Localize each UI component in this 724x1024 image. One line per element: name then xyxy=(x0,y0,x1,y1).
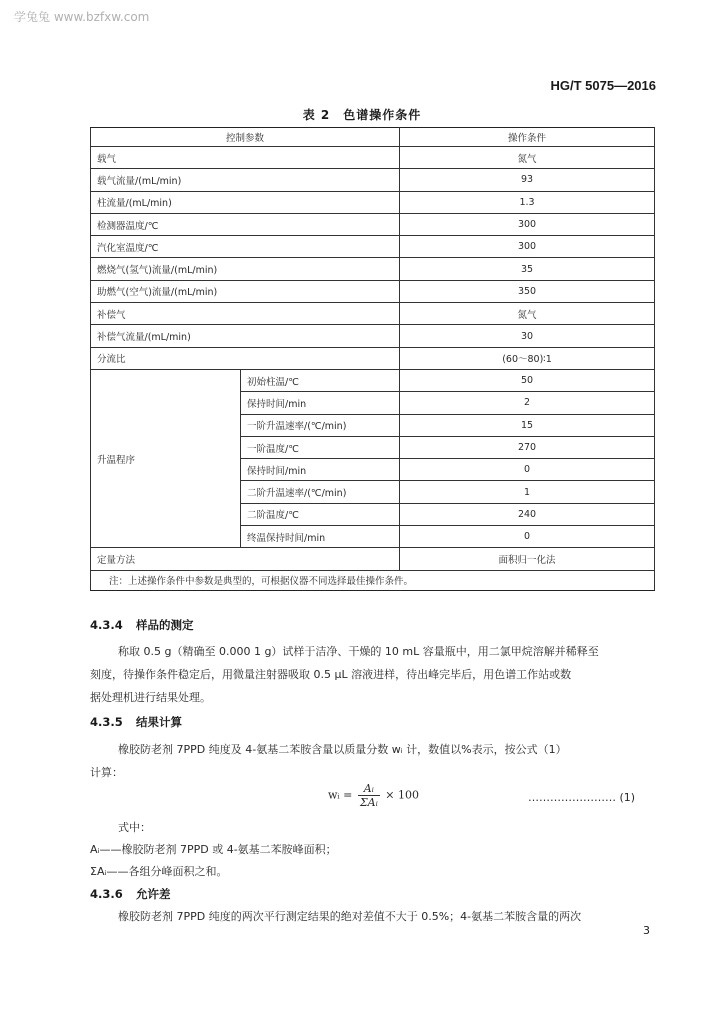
value-cell: 300 xyxy=(400,236,655,258)
formula-denominator: ΣAᵢ xyxy=(359,796,378,809)
table-note-row xyxy=(91,570,655,590)
value-cell: 氮气 xyxy=(400,303,655,325)
formula-lhs: wᵢ = xyxy=(328,788,353,802)
param-cell: 补偿气流量/(mL/min) xyxy=(91,325,400,347)
param-cell: 载气流量/(mL/min) xyxy=(91,169,400,191)
program-step-param: 保持时间/min xyxy=(241,459,400,481)
table-row xyxy=(91,169,655,191)
section-heading-4-3-6 xyxy=(90,886,171,902)
table-row xyxy=(91,191,655,213)
value-cell: 35 xyxy=(400,258,655,280)
definition-line: ΣAᵢ——各组分峰面积之和。 xyxy=(90,865,228,878)
param-cell: 柱流量/(mL/min) xyxy=(91,191,400,213)
table-note: 注：上述操作条件中参数是典型的，可根据仪器不同选择最佳操作条件。 xyxy=(91,570,655,590)
value-cell: (60～80)∶1 xyxy=(400,347,655,369)
program-step-param: 终温保持时间/min xyxy=(241,526,400,548)
param-cell: 载气 xyxy=(91,147,400,169)
program-step-value: 0 xyxy=(400,526,655,548)
formula-numerator: Aᵢ xyxy=(358,782,380,796)
table-row xyxy=(91,213,655,235)
program-step-param: 二阶升温速率/(℃/min) xyxy=(241,481,400,503)
param-cell: 检测器温度/℃ xyxy=(91,213,400,235)
equation-number: …………………… (1) xyxy=(528,791,636,804)
program-step-value: 15 xyxy=(400,414,655,436)
program-label-cell: 升温程序 xyxy=(91,369,241,547)
value-cell: 1.3 xyxy=(400,191,655,213)
param-cell: 助燃气(空气)流量/(mL/min) xyxy=(91,280,400,302)
section-number: 4.3.5 xyxy=(90,715,123,729)
program-step-value: 240 xyxy=(400,503,655,525)
table-row xyxy=(91,236,655,258)
value-cell: 氮气 xyxy=(400,147,655,169)
quant-method-value: 面积归一化法 xyxy=(400,548,655,570)
program-step-param: 一阶温度/℃ xyxy=(241,436,400,458)
table-row xyxy=(91,280,655,302)
program-step-param: 初始柱温/℃ xyxy=(241,369,400,391)
table-row xyxy=(91,369,655,391)
formula-rhs: × 100 xyxy=(385,788,419,802)
program-step-value: 270 xyxy=(400,436,655,458)
paragraph-line: 据处理机进行结果处理。 xyxy=(90,691,211,704)
section-title: 样品的测定 xyxy=(136,618,194,632)
section-heading-4-3-4 xyxy=(90,617,194,633)
program-step-param: 一阶升温速率/(℃/min) xyxy=(241,414,400,436)
standard-code: HG/T 5075—2016 xyxy=(550,78,656,93)
value-cell: 350 xyxy=(400,280,655,302)
value-cell: 300 xyxy=(400,213,655,235)
table-row xyxy=(91,258,655,280)
program-step-value: 0 xyxy=(400,459,655,481)
section-title: 结果计算 xyxy=(136,715,182,729)
formula-1 xyxy=(328,782,419,809)
watermark: 学兔兔 www.bzfxw.com xyxy=(14,10,150,24)
table-row xyxy=(91,325,655,347)
program-step-param: 保持时间/min xyxy=(241,392,400,414)
param-cell: 分流比 xyxy=(91,347,400,369)
value-cell: 30 xyxy=(400,325,655,347)
section-number: 4.3.6 xyxy=(90,887,123,901)
section-heading-4-3-5 xyxy=(90,714,182,730)
paragraph-line: 橡胶防老剂 7PPD 纯度的两次平行测定结果的绝对差值不大于 0.5%；4-氨基二苯胺含量的两次 xyxy=(118,910,582,923)
table-row xyxy=(91,548,655,570)
table-title: 表 2 色谱操作条件 xyxy=(302,108,422,122)
section-number: 4.3.4 xyxy=(90,618,123,632)
value-cell: 93 xyxy=(400,169,655,191)
column-header-value: 操作条件 xyxy=(400,128,655,147)
program-step-value: 50 xyxy=(400,369,655,391)
chromatography-conditions-table xyxy=(90,127,655,591)
paragraph-line: 刻度，待操作条件稳定后，用微量注射器吸取 0.5 μL 溶液进样，待出峰完毕后，用色谱工作站或数 xyxy=(90,668,572,681)
column-header-param: 控制参数 xyxy=(91,128,400,147)
paragraph-line: 计算： xyxy=(90,766,123,779)
param-cell: 补偿气 xyxy=(91,303,400,325)
quant-method-param: 定量方法 xyxy=(91,548,400,570)
paragraph-line: 称取 0.5 g（精确至 0.000 1 g）试样于洁净、干燥的 10 mL 容量瓶中，用二氯甲烷溶解并稀释至 xyxy=(118,645,599,658)
param-cell: 燃烧气(氢气)流量/(mL/min) xyxy=(91,258,400,280)
definition-line: Aᵢ——橡胶防老剂 7PPD 或 4-氨基二苯胺峰面积； xyxy=(90,843,337,856)
table-row xyxy=(91,147,655,169)
page-number: 3 xyxy=(643,924,650,937)
program-step-value: 2 xyxy=(400,392,655,414)
table-header-row xyxy=(91,128,655,147)
program-step-value: 1 xyxy=(400,481,655,503)
table-row xyxy=(91,303,655,325)
paragraph-line: 橡胶防老剂 7PPD 纯度及 4-氨基二苯胺含量以质量分数 wᵢ 计，数值以%表示，按公式（1） xyxy=(118,743,567,756)
program-step-param: 二阶温度/℃ xyxy=(241,503,400,525)
table-row xyxy=(91,347,655,369)
formula-fraction xyxy=(358,782,380,809)
section-title: 允许差 xyxy=(136,887,171,901)
param-cell: 汽化室温度/℃ xyxy=(91,236,400,258)
where-label: 式中： xyxy=(118,821,151,834)
